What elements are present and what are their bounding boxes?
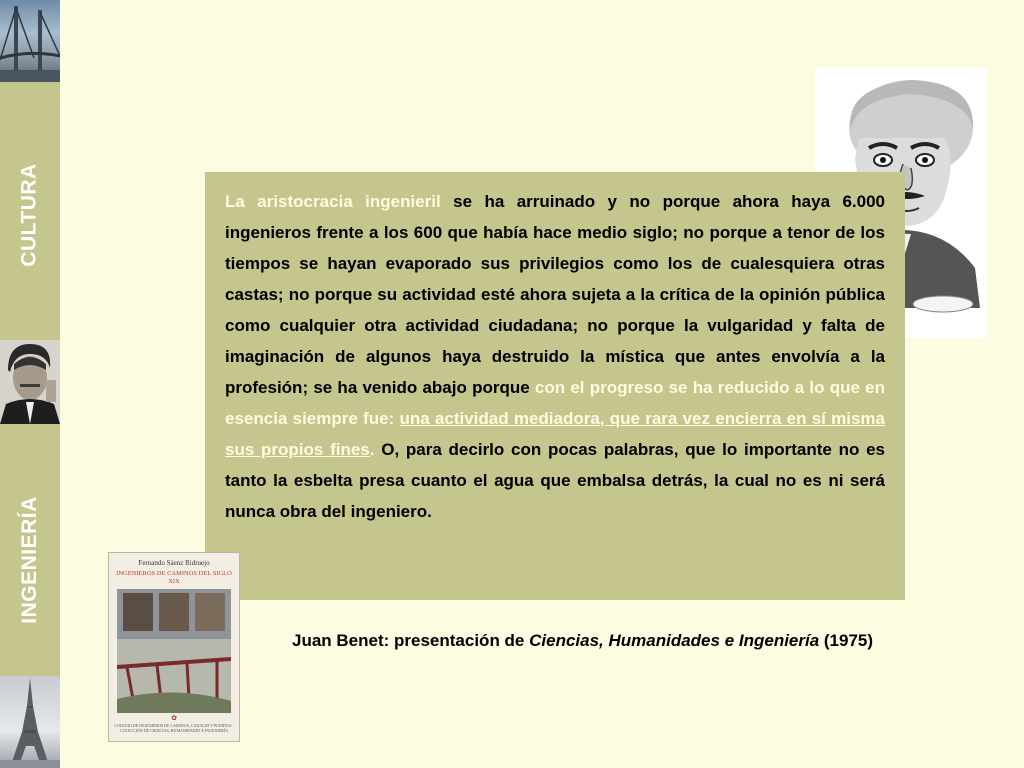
quote-highlight-period: . — [369, 440, 375, 459]
bridge-image — [0, 0, 60, 82]
book-illustration — [117, 589, 231, 713]
book-cover — [108, 552, 240, 742]
quote-highlight-mediating-activity: una actividad mediadora, que rara vez encierra en sí misma sus propios fines — [225, 409, 885, 459]
caption-prefix: Juan Benet: presentación de — [292, 631, 530, 650]
quote-segment-1: se ha arruinado y no porque ahora haya 6.000 ingenieros frente a los 600 que había hace medio siglo; no porque a tenor de los tiempos se hayan evaporado sus privilegios como los de cualesquiera otras castas; no porque su actividad esté ahora sujeta a la crítica de la opinión pública como cualquier otra actividad ciudadana; no porque la vulgaridad y falta de imaginación de algunos haya destruido la mística que antes envolvía a la profesión; se ha venido abajo porque — [225, 192, 885, 397]
quote-text — [225, 186, 885, 527]
caption — [292, 631, 992, 651]
book-publisher: COLEGIO DE INGENIEROS DE CAMINOS, CANALES Y PUERTOS · COLECCIÓN DE CIENCIAS, HUMANIDADES E INGENIERÍA — [114, 723, 234, 733]
label-ingenieria: INGENIERÍA — [18, 496, 42, 624]
portrait-image — [0, 340, 60, 424]
eiffel-tower-image — [0, 676, 60, 768]
quote-segment-2: O, para decirlo con pocas palabras, que lo importante no es tanto la esbelta presa cuanto el agua que embalsa detrás, la cual no es ni será nunca obra del ingeniero — [225, 440, 885, 521]
book-author: Fernando Sáenz Ridruejo — [138, 559, 210, 567]
label-cultura: CULTURA — [18, 163, 41, 267]
quote-highlight-reduced: con el progreso se ha reducido a lo que en esencia siempre fue: — [225, 378, 885, 428]
book-title: INGENIEROS DE CAMINOS DEL SIGLO XIX — [116, 570, 232, 585]
quote-final-period: . — [427, 502, 432, 521]
book-emblem-icon: ✿ — [171, 715, 177, 722]
caption-year: (1975) — [819, 631, 874, 650]
quote-highlight-subject: La aristocracia ingenieril — [225, 192, 441, 211]
quote-box — [205, 172, 905, 600]
caption-work-title: Ciencias, Humanidades e Ingeniería — [529, 631, 820, 650]
